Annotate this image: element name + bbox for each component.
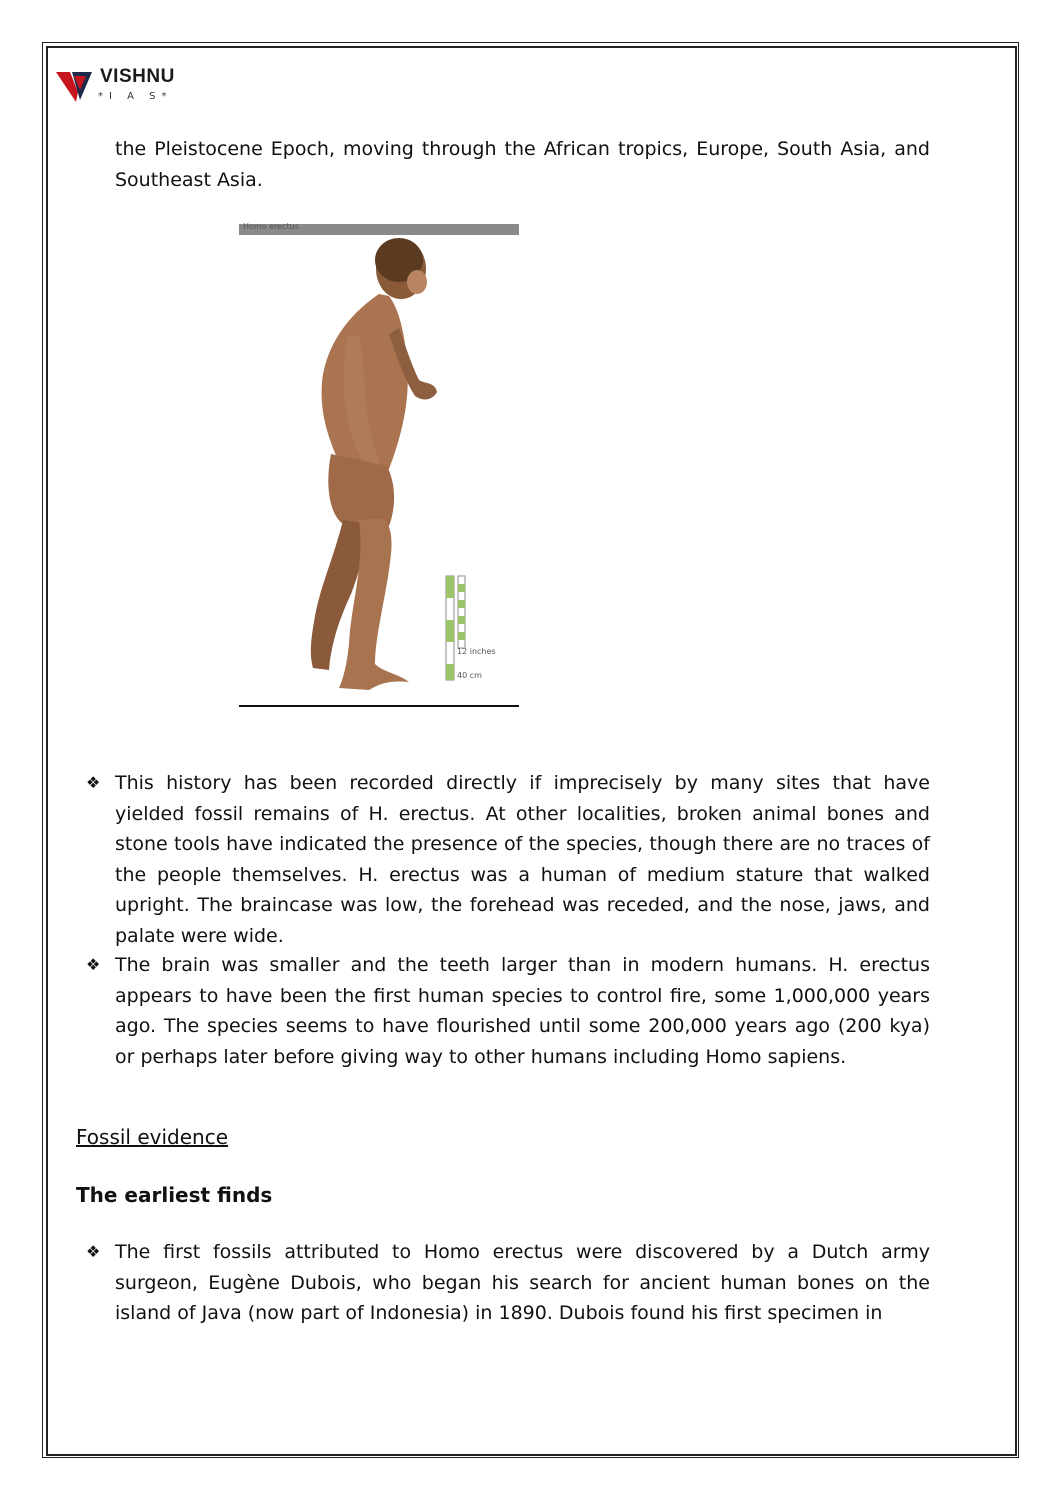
figure-body-icon [311,238,437,690]
homo-erectus-figure [239,224,519,708]
scale-label-cm: 40 cm [457,671,482,680]
bullet-icon: ❖ [86,955,101,974]
bullet-icon: ❖ [86,773,101,792]
logo-mark-icon [56,66,96,106]
section-heading-fossil-evidence: Fossil evidence [76,1125,229,1149]
bullet-icon: ❖ [86,1242,101,1261]
bullet-paragraph-history: This history has been recorded directly if imprecisely by many sites that have yielded fossil remains of H. erectus. At other localities, broken animal bones and stone tools have indicated the presence of the species, though there are no traces of the people themselves. H. erectus was a human of medium stature that walked upright. The braincase was low, the forehead was receded, and the nose, jaws, and palate were wide. [115,772,930,947]
logo-sub-text: *I A S* [98,91,173,102]
subheading-earliest-finds: The earliest finds [76,1183,273,1207]
vishnu-ias-logo [56,66,186,110]
intro-paragraph: the Pleistocene Epoch, moving through the African tropics, Europe, South Asia, and Southeast Asia. [115,138,930,191]
logo-brand-text: VISHNU [100,66,175,87]
scale-bar-icon [446,576,465,680]
bullet-paragraph-brain: The brain was smaller and the teeth larger than in modern humans. H. erectus appears to have been the first human species to control fire, some 1,000,000 years ago. The species seems to have flourished until some 200,000 years ago (200 kya) or perhaps later before giving way to other humans including Homo sapiens. [115,954,930,1068]
figure-caption: Homo erectus [243,222,299,231]
bullet-paragraph-first-fossils: The first fossils attributed to Homo erectus were discovered by a Dutch army surgeon, Eugène Dubois, who began his search for ancient human bones on the island of Java (now part of Indonesia) in 1890. Dubois found his first specimen in [115,1241,930,1324]
homo-erectus-illustration [239,224,519,704]
figure-baseline [239,705,519,707]
scale-label-inches: 12 inches [457,647,496,656]
